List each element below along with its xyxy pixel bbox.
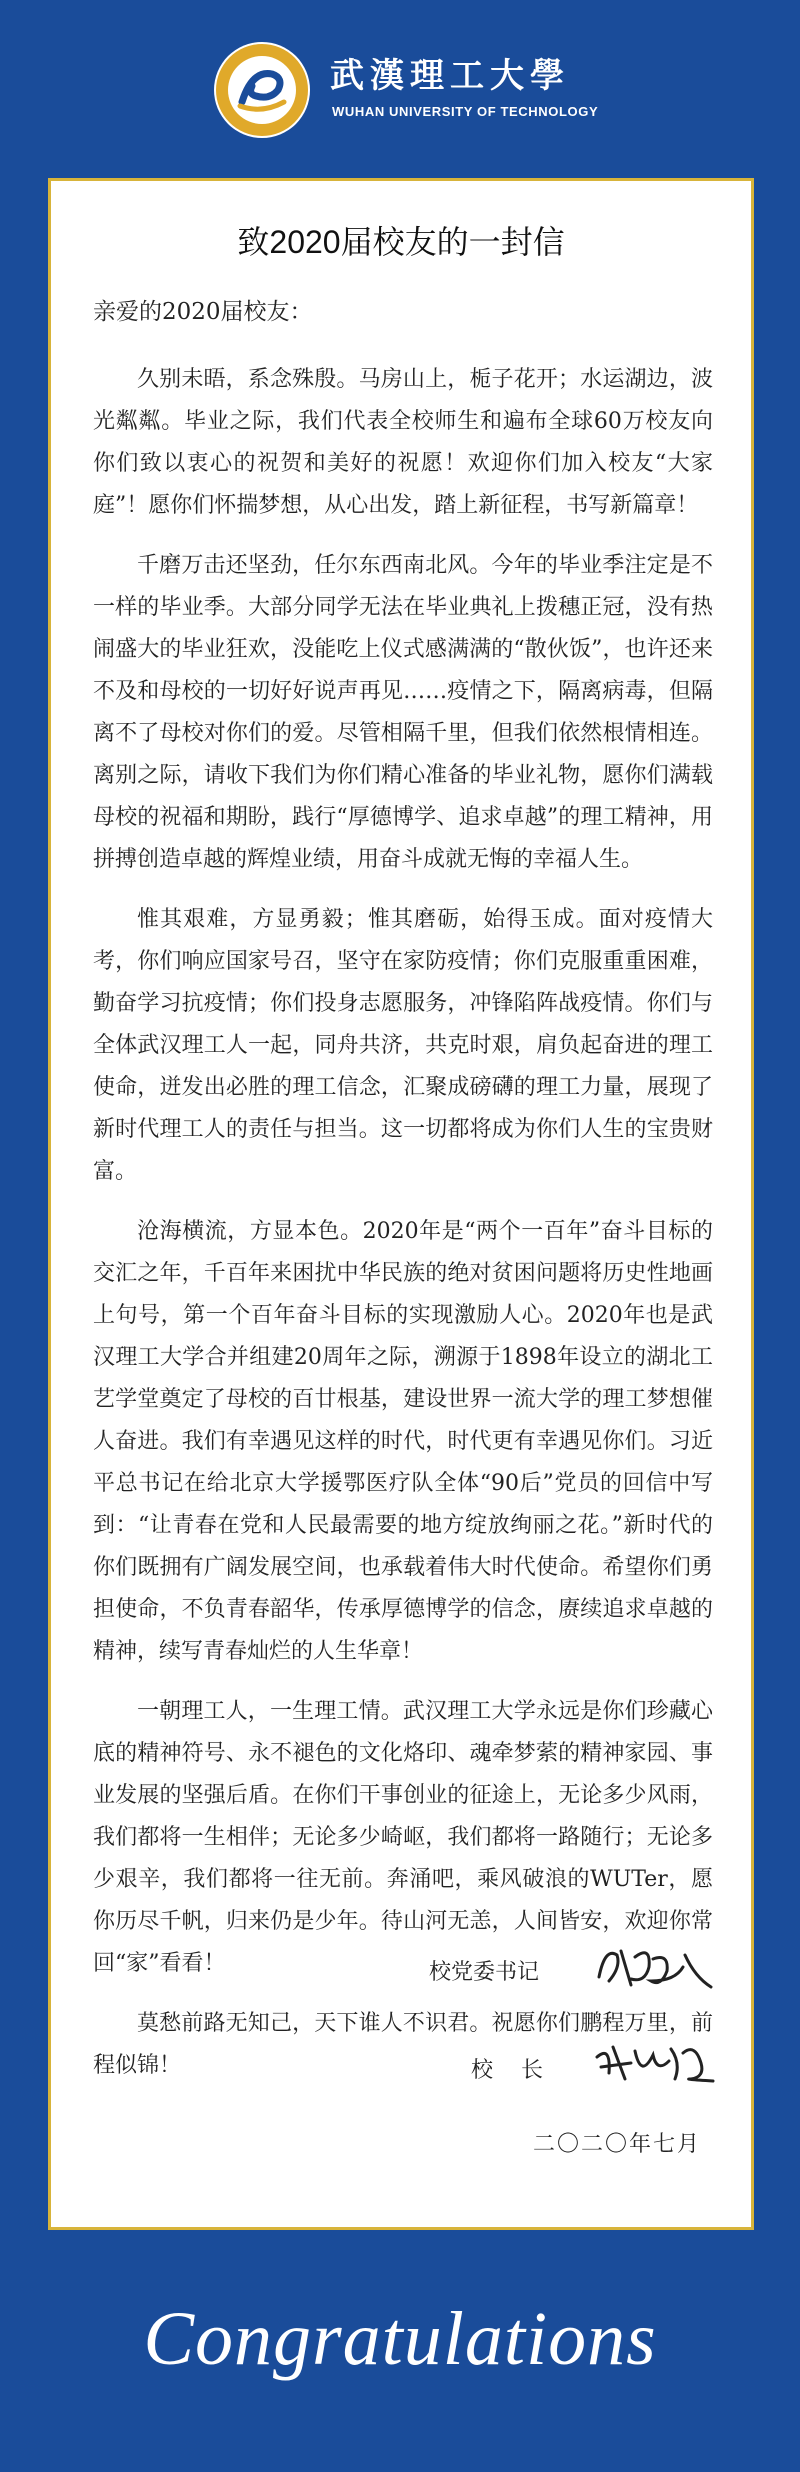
paragraph-6: 莫愁前路无知己，天下谁人不识君。祝愿你们鹏程万里，前程似锦！ [93,2011,713,2078]
president-title: 校 长 [471,2058,543,2083]
letter-date: 二〇二〇年七月 [532,2132,701,2157]
paragraph-5: 一朝理工人，一生理工情。武汉理工大学永远是你们珍藏心底的精神符号、永不褪色的文化烙印、魂牵梦萦的精神家园、事业发展的坚强后盾。在你们干事创业的征途上，无论多少风雨，我们都将一生相伴；无论多少崎岖，我们都将一路随行；无论多少艰辛，我们都将一往无前。奔涌吧，乘风破浪的WUTer，愿你历尽千帆，归来仍是少年。待山河无恙，人间皆安，欢迎你常回“家”看看！ [93,1699,713,1976]
paragraph-1: 久别未晤，系念殊殷。马房山上，栀子花开；水运湖边，波光粼粼。毕业之际，我们代表全校师生和遍布全球60万校友向你们致以衷心的祝贺和美好的祝愿！欢迎你们加入校友“大家庭”！愿你们怀揣梦想，从心出发，踏上新征程，书写新篇章！ [93,367,713,518]
university-name: 武漢理工大學 [330,56,570,96]
letter-body [93,359,713,2105]
paragraph-3: 惟其艰难，方显勇毅；惟其磨砺，始得玉成。面对疫情大考，你们响应国家号召，坚守在家防疫情；你们克服重重困难，勤奋学习抗疫情；你们投身志愿服务，冲锋陷阵战疫情。你们与全体武汉理工人一起，同舟共济，共克时艰，肩负起奋进的理工使命，迸发出必胜的理工信念，汇聚成磅礴的理工力量，展现了新时代理工人的责任与担当。这一切都将成为你们人生的宝贵财富。 [93,907,713,1184]
header [0,0,800,160]
paragraph-2: 千磨万击还坚劲，任尔东西南北风。今年的毕业季注定是不一样的毕业季。大部分同学无法在毕业典礼上拨穗正冠，没有热闹盛大的毕业狂欢，没能吃上仪式感满满的“散伙饭”，也许还来不及和母校的一切好好说声再见……疫情之下，隔离病毒，但隔离不了母校对你们的爱。尽管相隔千里，但我们依然根情相连。离别之际，请收下我们为你们精心准备的毕业礼物，愿你们满载母校的祝福和期盼，践行“厚德博学、追求卓越”的理工精神，用拼搏创造卓越的辉煌业绩，用奋斗成就无悔的幸福人生。 [93,553,713,872]
letter-paper [48,178,754,2230]
university-logo [212,40,312,140]
university-name-en: WUHAN UNIVERSITY OF TECHNOLOGY [332,104,599,119]
letter-title: 致2020届校友的一封信 [237,224,565,260]
secretary-signature [591,1937,721,1997]
congratulations-banner: Congratulations [143,2297,657,2381]
paragraph-4: 沧海横流，方显本色。2020年是“两个一百年”奋斗目标的交汇之年，千百年来困扰中华民族的绝对贫困问题将历史性地画上句号，第一个百年奋斗目标的实现激励人心。2020年也是武汉理工大学合并组建20周年之际，溯源于1898年设立的湖北工艺学堂奠定了母校的百廿根基，建设世界一流大学的理工梦想催人奋进。我们有幸遇见这样的时代，时代更有幸遇见你们。习近平总书记在给北京大学援鄂医疗队全体“90后”党员的回信中写到：“让青春在党和人民最需要的地方绽放绚丽之花。”新时代的你们既拥有广阔发展空间，也承载着伟大时代使命。希望你们勇担使命，不负青春韶华，传承厚德博学的信念，赓续追求卓越的精神，续写青春灿烂的人生华章！ [93,1219,713,1664]
secretary-title: 校党委书记 [429,1960,540,1985]
president-signature [591,2033,721,2093]
salutation: 亲爱的2020届校友： [93,299,313,325]
